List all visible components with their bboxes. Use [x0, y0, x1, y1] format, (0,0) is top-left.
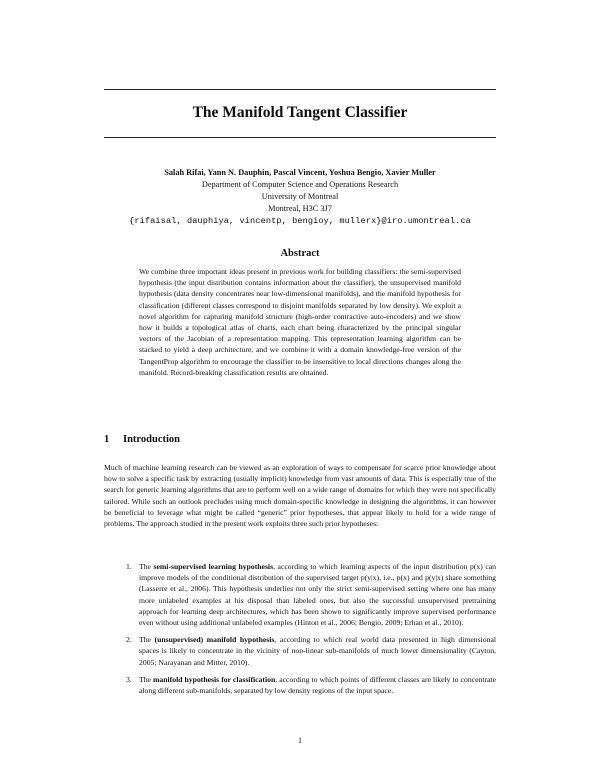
hypothesis-name: manifold hypothesis for classification [153, 674, 276, 684]
department: Department of Computer Science and Operations Research [201, 180, 399, 189]
paper-title: The Manifold Tangent Classifier [192, 104, 408, 121]
list-item [104, 634, 496, 668]
intro-paragraph: Much of machine learning research can be viewed as an exploration of ways to compensate for scarce prior knowledge about how to solve a specific task by extracting (usually implicit) knowledge from vast amounts of data. This is especially true of the search for generic learning algorithms that are to perform well on a wide range of domains for which they were not specifically tailored. While such an outlook precludes using much domain-specific knowledge in designing the algorithms, it can however be beneficial to leverage what might be called “generic” prior hypotheses, that appear likely to hold for a wide range of problems. The approach studied in the present work exploits three such prior hypotheses: [104, 463, 496, 529]
list-item [104, 674, 496, 696]
address: Montreal, H3C 3J7 [268, 204, 332, 213]
list-item-number: 1. [126, 562, 132, 571]
university: University of Montreal [261, 192, 339, 201]
section-heading [104, 434, 180, 445]
author-list: Salah Rifai, Yann N. Dauphin, Pascal Vincent, Yoshua Bengio, Xavier Muller [164, 168, 436, 177]
list-item-number: 3. [126, 674, 132, 684]
list-item-lead: The [139, 635, 155, 645]
list-item-text: , according to which real world data presented in high dimensional spaces is likely to concentrate in the vicinity of non-linear sub-manifolds of much lower dimensionality (Cayton, 2005; Narayanan and Mitter, 2010). [139, 635, 496, 667]
title-bottom-rule [104, 137, 496, 138]
hypotheses-list [104, 561, 496, 702]
section-title: Introduction [123, 434, 180, 445]
list-item [104, 561, 496, 628]
list-item-lead: The [139, 674, 154, 684]
section-number: 1 [104, 434, 110, 445]
abstract-body: We combine three important ideas present in previous work for building classifiers: the semi-supervised hypothesis (the input distribution contains information about the classifier), the unsupervised manifold hypothesis (data density concentrates near low-dimensional manifolds), and the manifold hypothesis for classification (different classes correspond to disjoint manifolds separated by low density). We exploit a novel algorithm for capturing manifold structure (high-order contractive auto-encoders) and we show how it builds a topological atlas of charts, each chart being characterized by the principal singular vectors of the Jacobian of a representation mapping. This representation learning algorithm can be stacked to yield a deep architecture, and we combine it with a domain knowledge-free version of the TangentProp algorithm to encourage the classifier to be insensitive to local directions changes along the manifold. Record-breaking classification results are obtained. [139, 267, 461, 377]
hypothesis-name: (unsupervised) manifold hypothesis [154, 635, 275, 645]
title-top-rule [104, 89, 496, 90]
hypothesis-name: semi-supervised learning hypothesis [153, 562, 274, 571]
list-item-text: , according to which points of different classes are likely to concentrate along different sub-manifolds, separated by low density regions of the input space. [139, 674, 496, 696]
author-emails: {rifaisal, dauphiya, vincentp, bengioy, mullerx}@iro.umontreal.ca [129, 216, 471, 226]
list-item-text: , according to which learning aspects of the input distribution p(x) can improve models of the conditional distribution of the supervised target p(y|x), i.e., p(x) and p(y|x) share something (Lasserre et al., 2006). This hypothesis underlies not only the strict semi-supervised setting where one has many more unlabeled examples at his disposal than labeled ones, but also the successful unsupervised pretraining approach for learning deep architectures, which has been shown to significantly improve supervised performance even without using additional unlabeled examples (Hinton et al., 2006; Bengio, 2009; Erhan et al., 2010). [139, 562, 497, 628]
page-number: 1 [298, 736, 302, 745]
abstract-heading: Abstract [280, 248, 320, 259]
list-item-lead: The [139, 562, 154, 571]
author-block [60, 167, 540, 227]
list-item-number: 2. [126, 635, 132, 645]
